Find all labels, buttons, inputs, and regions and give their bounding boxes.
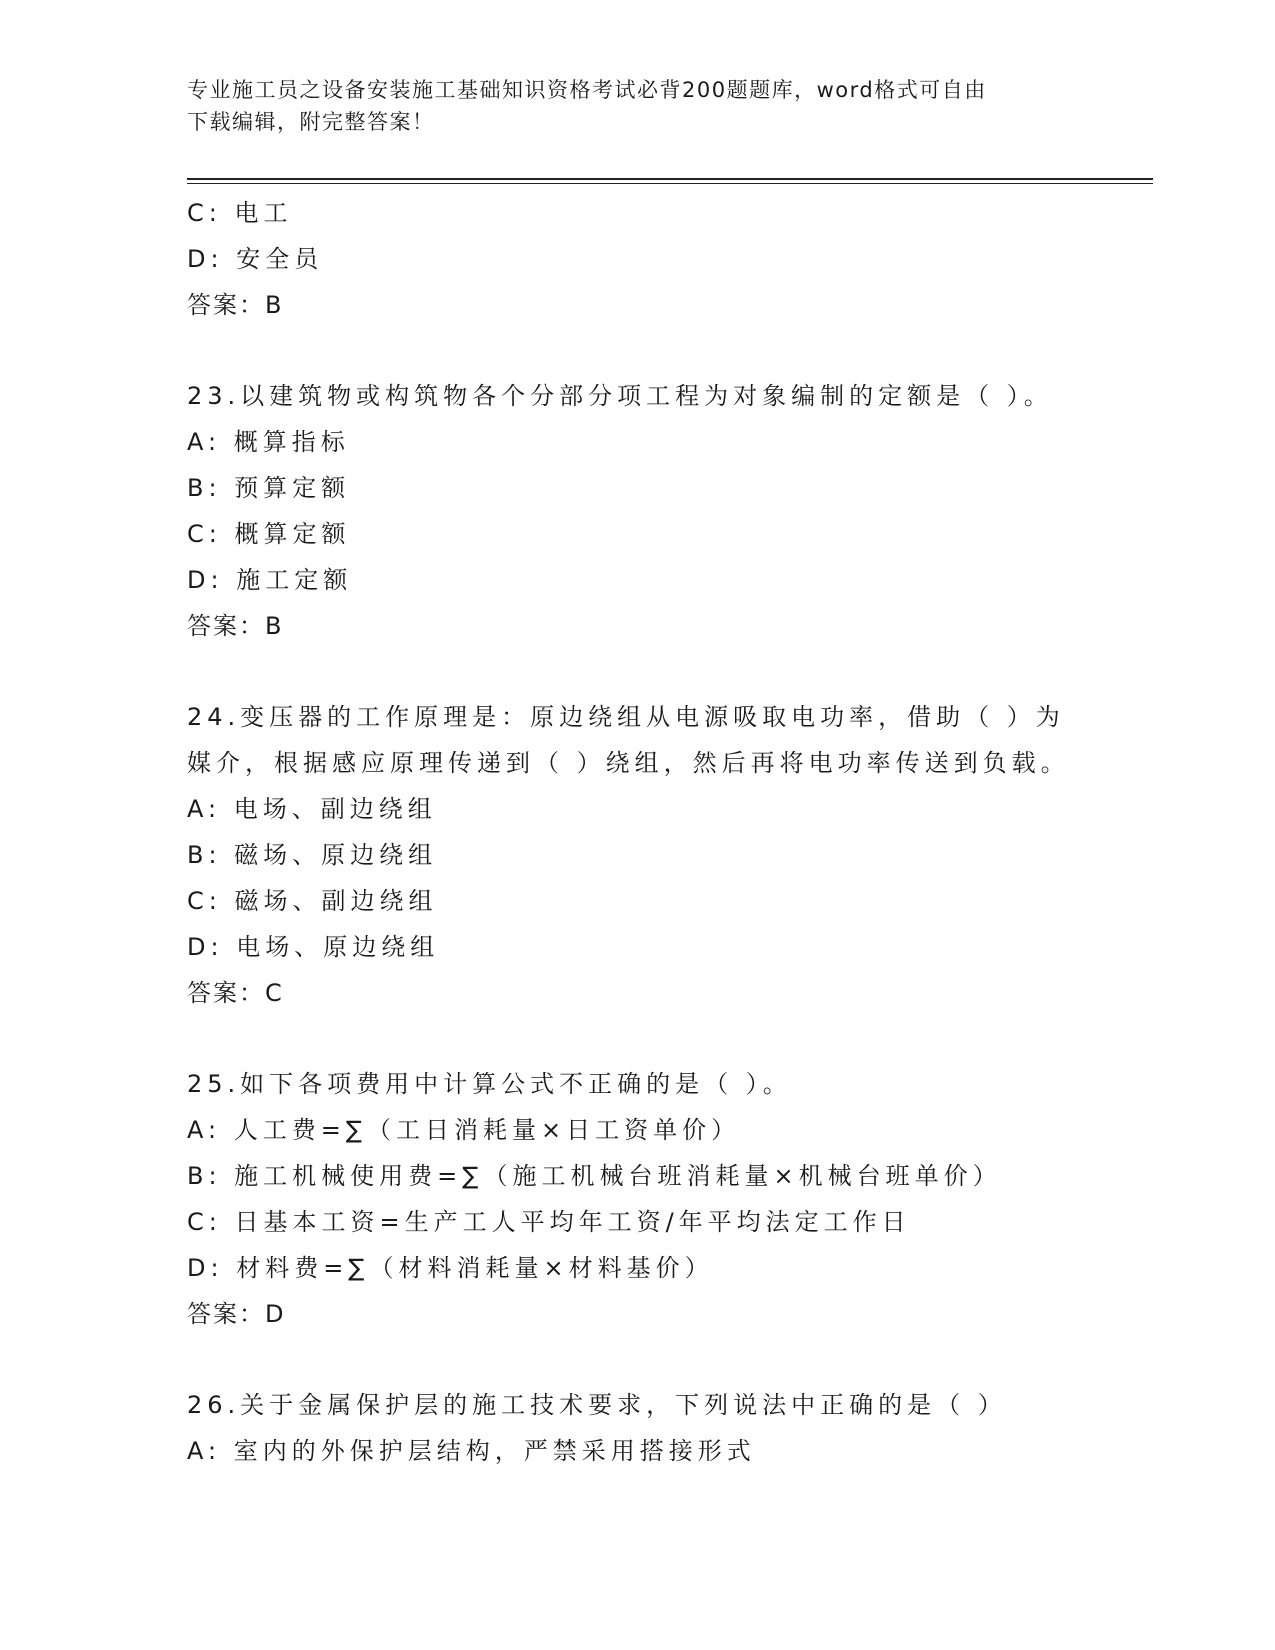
answer-line: 答案：D: [187, 1300, 286, 1328]
answer-line: 答案：B: [187, 291, 284, 319]
question-stem-line-1: 24.变压器的工作原理是：原边绕组从电源吸取电功率，借助（ ）为: [187, 703, 1065, 731]
spacer: [187, 649, 1153, 694]
option-c: C: 日基本工资=生产工人平均年工资/年平均法定工作日: [187, 1208, 911, 1236]
option-a: A: 概算指标: [187, 428, 350, 456]
header-divider-thick: [187, 178, 1153, 180]
option-a: A: 室内的外保护层结构，严禁采用搭接形式: [187, 1437, 756, 1465]
option-d: D: 施工定额: [187, 566, 353, 594]
option-b: B: 施工机械使用费=∑（施工机械台班消耗量×机械台班单价）: [187, 1162, 1002, 1190]
header-line-2: 下载编辑，附完整答案！: [187, 110, 435, 134]
question-23: [187, 373, 1153, 649]
question-stem: 23.以建筑物或构筑物各个分部分项工程为对象编制的定额是（ ）。: [187, 382, 1053, 410]
option-a: A: 电场、副边绕组: [187, 795, 437, 823]
header-divider-thin: [187, 183, 1153, 184]
question-stem-line-2: 媒介，根据感应原理传递到（ ）绕组，然后再将电功率传送到负载。: [187, 749, 1070, 777]
header-line-1: 专业施工员之设备安装施工基础知识资格考试必背200题题库，word格式可自由: [187, 78, 987, 102]
option-b: B: 预算定额: [187, 474, 351, 502]
question-list: [187, 190, 1153, 1474]
question-25: [187, 1061, 1153, 1337]
answer-line: 答案：B: [187, 612, 284, 640]
question-stem: 26.关于金属保护层的施工技术要求，下列说法中正确的是（ ）: [187, 1391, 1007, 1419]
spacer: [187, 328, 1153, 373]
option-c: C: 磁场、副边绕组: [187, 887, 438, 915]
question-22-tail: [187, 190, 1153, 328]
question-26: [187, 1382, 1153, 1474]
option-b: B: 磁场、原边绕组: [187, 841, 438, 869]
spacer: [187, 1016, 1153, 1061]
question-24: [187, 694, 1153, 1016]
question-stem: 25.如下各项费用中计算公式不正确的是（ ）。: [187, 1070, 792, 1098]
document-header: [187, 74, 1067, 138]
option-c: C: 电工: [187, 199, 293, 227]
option-a: A: 人工费=∑（工日消耗量×日工资单价）: [187, 1116, 741, 1144]
option-d: D: 安全员: [187, 245, 324, 273]
option-d: D: 材料费=∑（材料消耗量×材料基价）: [187, 1254, 714, 1282]
spacer: [187, 1337, 1153, 1382]
option-d: D: 电场、原边绕组: [187, 933, 440, 961]
option-c: C: 概算定额: [187, 520, 351, 548]
answer-line: 答案：C: [187, 979, 284, 1007]
